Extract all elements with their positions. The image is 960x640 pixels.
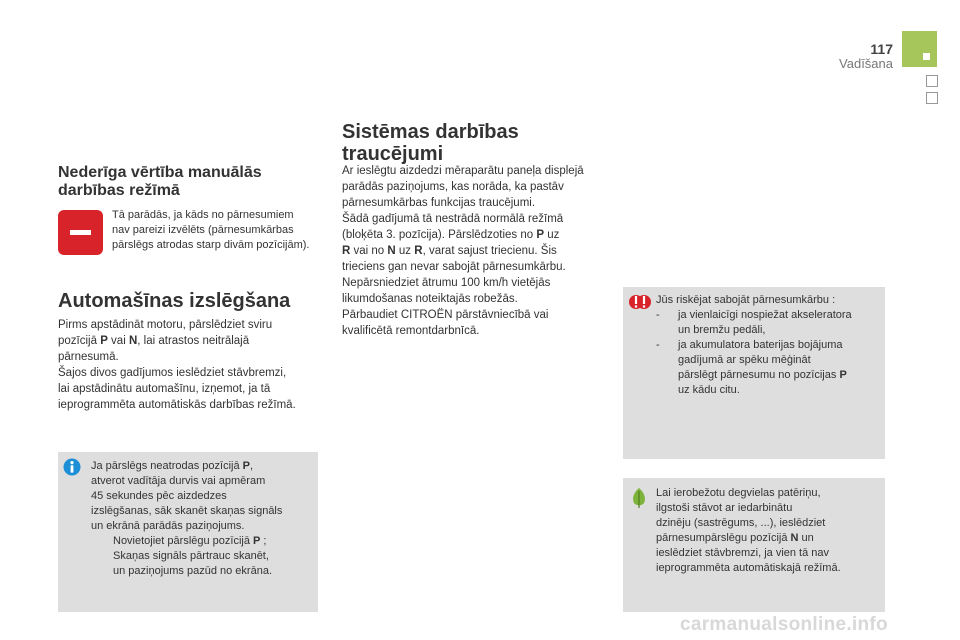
system-faults-heading: Sistēmas darbības traucējumi	[342, 121, 519, 165]
leaf-eco-icon	[631, 487, 647, 509]
page-number: 117	[870, 41, 893, 57]
danger-double-exclamation-icon	[629, 292, 651, 312]
system-faults-text: Ar ieslēgtu aizdedzi mēraparātu paneļa displejā parādās paziņojums, kas norāda, ka pastāv pārnesumkārbas funkcijas traucējumi. Šādā gadījumā tā nestrādā normālā režīmā (bloķēta 3. pozīcija). Pārslēdzoties no P uz R vai no N uz R, varat sajust triecienu. Šis trieciens gan nevar sabojāt pārnesumkārbu. Nepārsniedziet ātrumu 100 km/h vietējās likumdošanas noteiktajās robežās. Pārbaudiet CITROËN pārstāvniecībā vai kvalificētā remontdarbnīcā.	[342, 165, 584, 337]
section-tab-active[interactable]	[902, 31, 937, 67]
section-tab[interactable]	[926, 92, 938, 104]
watermark: carmanualsonline.info	[680, 614, 888, 635]
manual-mode-heading: Nederīga vērtība manuālās darbības režīmā	[58, 164, 262, 199]
section-tab[interactable]	[926, 75, 938, 87]
danger-note-text: Jūs riskējat sabojāt pārnesumkārbu : - ja vienlaicīgi nospiežat akseleratora un bremžu pedāli, - ja akumulatora baterijas bojājuma gadījumā ar spēku mēģināt pārslēgt pārnesumu no pozīcijas P uz kādu citu.	[656, 294, 852, 396]
section-title: Vadīšana	[839, 56, 893, 71]
engine-off-heading: Automašīnas izslēgšana	[58, 290, 291, 312]
engine-off-text: Pirms apstādināt motoru, pārslēdziet sviru pozīcijā P vai N, lai atrastos neitrālajā pārnesumā. Šajos divos gadījumos ieslēdziet stāvbremzi, lai apstādinātu automašīnu, izņemot, ja tā ieprogrammēta automātiskās darbības režīmā.	[58, 319, 296, 411]
warning-indicator-icon	[58, 210, 103, 255]
tab-marker-icon	[923, 53, 930, 60]
info-note-text: Ja pārslēgs neatrodas pozīcijā P, atverot vadītāja durvis vai apmēram 45 sekundes pēc aizdedzes izslēgšanas, sāk skanēt skaņas signāls un ekrānā parādās paziņojums. Novietojiet pārslēgu pozīcijā P ; Skaņas signāls pārtrauc skanēt, un paziņojums pazūd no ekrāna.	[91, 460, 283, 577]
info-icon	[63, 458, 81, 476]
eco-note-text: Lai ierobežotu degvielas patēriņu, ilgstoši stāvot ar iedarbinātu dzinēju (sastrēgums, ...), ieslēdziet pārnesumpārslēgu pozīcijā N un ieslēdziet stāvbremzi, ja vien tā nav ieprogrammēta automātiskajā režīmā.	[656, 487, 841, 574]
manual-mode-text: Tā parādās, ja kāds no pārnesumiem nav pareizi izvēlēts (pārnesumkārbas pārslēgs atrodas starp divām pozīcijām).	[112, 209, 310, 251]
